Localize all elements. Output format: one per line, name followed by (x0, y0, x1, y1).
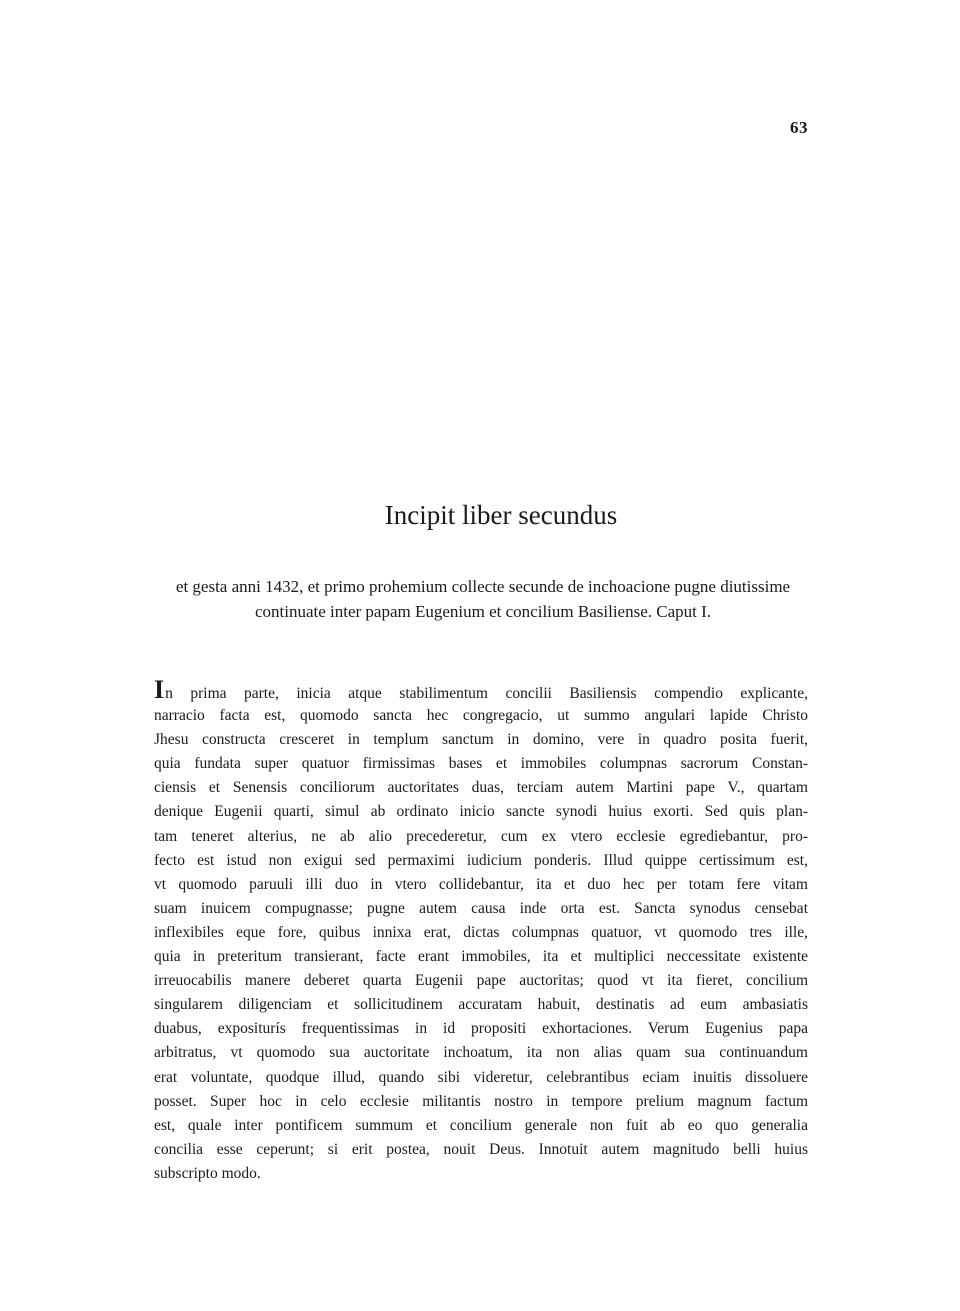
body-line: Jhesu constructa cresceret in templum sanctum in domino, vere in quadro posita fuerit, (154, 731, 808, 749)
subtitle-line: et gesta anni 1432, et primo prohemium collecte secunde de inchoacione pugne diutissime (175, 577, 791, 596)
body-line: denique Eugenii quarti, simul ab ordinato inicio sancte synodi huius exorti. Sed quis plan- (154, 803, 808, 821)
body-line: arbitratus, vt quomodo sua auctoritate inchoatum, ita non alias quam sua continuandum (154, 1044, 808, 1062)
drop-initial: I (154, 675, 165, 704)
body-line: quia in preteritum transierant, facte erant immobiles, ita et multiplici neccessitate existente (154, 948, 808, 966)
body-line: erat voluntate, quodque illud, quando sibi videretur, celebrantibus eciam inuitis dissoluere (154, 1068, 808, 1086)
body-line: inflexibiles eque fore, quibus innixa erat, dictas columpnas quatuor, vt quomodo tres ille, (154, 923, 808, 941)
body-line: irreuocabilis manere deberet quarta Eugenii pape auctoritas; quod vt ita fieret, concilium (154, 972, 808, 990)
body-line: est, quale inter pontificem summum et concilium generale non fuit ab eo quo generalia (154, 1116, 808, 1134)
body-line: concilia esse ceperunt; si erit postea, nouit Deus. Innotuit autem magnitudo belli huius (154, 1140, 808, 1158)
body-line-text: n prima parte, inicia atque stabilimentum concilii Basiliensis compendio explicante, (165, 685, 808, 702)
body-line (154, 675, 808, 704)
body-line: fecto est istud non exigui sed permaximi iudicium ponderis. Illud quippe certissimum est, (154, 851, 808, 869)
body-line: tam teneret alterius, ne ab alio precederetur, cum ex vtero ecclesie egrediebantur, pro- (154, 827, 808, 845)
body-line: singularem diligenciam et sollicitudinem accuratam habuit, destinatis ad eum ambasiatis (154, 996, 808, 1014)
body-paragraph (154, 675, 808, 1186)
body-line: posset. Super hoc in celo ecclesie militantis nostro in tempore prelium magnum factum (154, 1092, 808, 1110)
body-line: vt quomodo paruuli illi duo in vtero collidebantur, ita et duo hec per totam fere vitam (154, 875, 808, 893)
subtitle-line: continuate inter papam Eugenium et concilium Basiliense. Caput I. (254, 602, 712, 621)
body-line: quia fundata super quatuor firmissimas bases et immobiles columpnas sacrorum Constan- (154, 755, 808, 773)
page-number: 63 (790, 118, 808, 137)
chapter-title: Incipit liber secundus (384, 500, 618, 530)
body-line: duabus, expositurís frequentissimas in id propositi exhortaciones. Verum Eugenius papa (154, 1020, 808, 1038)
body-line: subscripto modo. (154, 1164, 261, 1182)
body-line: suam inuicem compugnasse; pugne autem causa inde orta est. Sancta synodus censebat (154, 899, 808, 917)
body-line: ciensis et Senensis conciliorum auctoritates duas, terciam autem Martini pape V., quartam (154, 779, 808, 797)
chapter-subtitle (158, 574, 808, 624)
body-line: narracio facta est, quomodo sancta hec congregacio, ut summo angulari lapide Christo (154, 707, 808, 725)
